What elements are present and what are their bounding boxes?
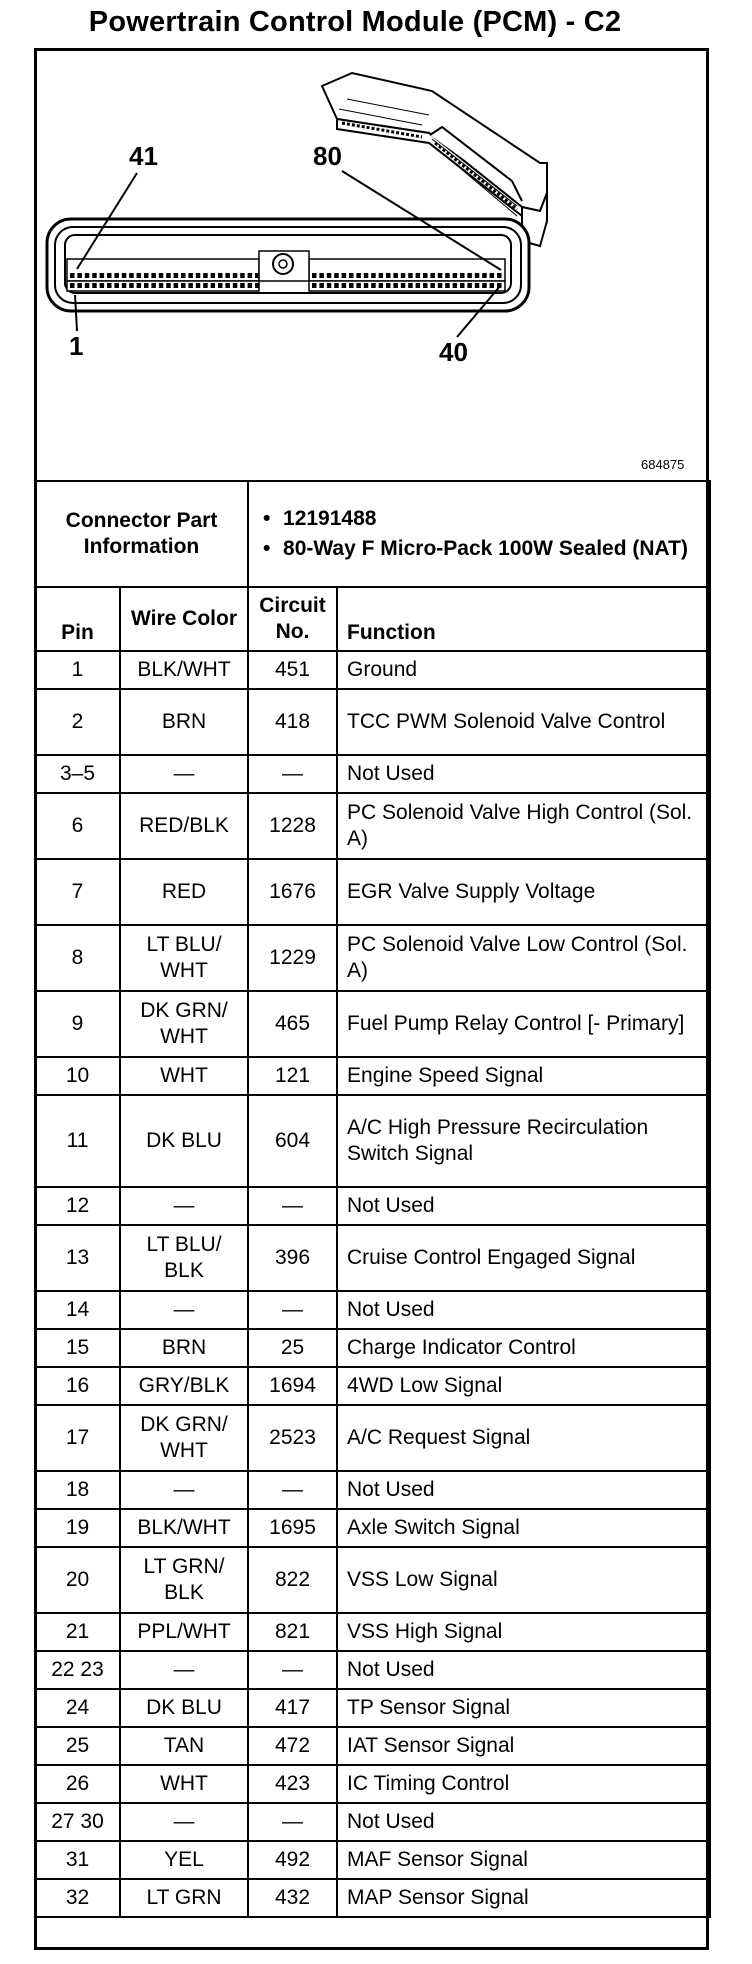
pin-cavity [356, 283, 361, 288]
table-row [35, 1841, 710, 1879]
table-row [35, 1803, 710, 1841]
pin-cavity [453, 283, 458, 288]
wire-color-cell: GRY/BLK [120, 1367, 248, 1405]
connector-description: • 80-Way F Micro-Pack 100W Sealed (NAT) [283, 536, 703, 562]
pin-cavity [225, 273, 230, 278]
pin-cavity [233, 273, 238, 278]
function-cell: A/C High Pressure Recirculation Switch Signal [337, 1095, 710, 1187]
circuit-cell: 1695 [248, 1509, 337, 1547]
pin-cavity [196, 273, 201, 278]
wire-color-cell: LT GRN/ BLK [120, 1547, 248, 1613]
table-row [35, 1095, 710, 1187]
function-cell: Engine Speed Signal [337, 1057, 710, 1095]
circuit-cell: — [248, 1291, 337, 1329]
pin-cell: 10 [35, 1057, 120, 1095]
pin-cell: 12 [35, 1187, 120, 1225]
wire-color-cell: LT BLU/ WHT [120, 925, 248, 991]
pin-cavity [423, 283, 428, 288]
table-row [35, 1187, 710, 1225]
pin-cavity [342, 273, 347, 278]
pin-cavity [445, 273, 450, 278]
pin-cell: 11 [35, 1095, 120, 1187]
connector-illustration [37, 51, 706, 480]
function-cell: Not Used [337, 1803, 710, 1841]
header-pin: Pin [35, 587, 120, 651]
wire-color-cell: BRN [120, 1329, 248, 1367]
table-row [35, 991, 710, 1057]
function-cell: A/C Request Signal [337, 1405, 710, 1471]
wire-color-cell: BRN [120, 689, 248, 755]
pin-cavity [159, 273, 164, 278]
pin-cavity [100, 273, 105, 278]
pin-cell: 13 [35, 1225, 120, 1291]
pin-cell: 32 [35, 1879, 120, 1917]
pin-cavity [122, 273, 127, 278]
pin-cavity [77, 283, 82, 288]
table-row [35, 1367, 710, 1405]
page-title: Powertrain Control Module (PCM) - C2 [88, 6, 622, 38]
pin-cavity [490, 273, 495, 278]
pin-cell: 27 30 [35, 1803, 120, 1841]
pin-cavity [467, 283, 472, 288]
pin-cavity [92, 273, 97, 278]
pin-cavity [114, 273, 119, 278]
callout-41: 41 [129, 141, 158, 171]
pin-cavity [430, 273, 435, 278]
wire-color-cell: DK BLU [120, 1095, 248, 1187]
figure-number: 684875 [641, 457, 685, 472]
wire-color-cell: BLK/WHT [120, 1509, 248, 1547]
pin-cavity [356, 273, 361, 278]
pin-cavity [188, 283, 193, 288]
circuit-cell: 432 [248, 1879, 337, 1917]
callout-80: 80 [313, 141, 342, 171]
pin-cavity [211, 273, 216, 278]
circuit-cell: 465 [248, 991, 337, 1057]
wire-color-cell: — [120, 1651, 248, 1689]
pin-cavity [453, 273, 458, 278]
pin-cavity [379, 273, 384, 278]
function-cell: Not Used [337, 1651, 710, 1689]
pin-cavity [255, 283, 260, 288]
circuit-cell: 472 [248, 1727, 337, 1765]
pin-cavity [401, 283, 406, 288]
circuit-cell: 1694 [248, 1367, 337, 1405]
pin-cavity [319, 273, 324, 278]
pin-cell: 8 [35, 925, 120, 991]
pin-cavity [497, 273, 502, 278]
pin-cavity [174, 283, 179, 288]
pin-cavity [386, 273, 391, 278]
pin-cavity [467, 273, 472, 278]
pin-cell: 20 [35, 1547, 120, 1613]
circuit-cell: 423 [248, 1765, 337, 1803]
pin-cavity [334, 273, 339, 278]
connector-info-list [248, 481, 710, 587]
circuit-cell: — [248, 1471, 337, 1509]
wire-color-cell: TAN [120, 1727, 248, 1765]
pin-cavity [475, 283, 480, 288]
pin-cavity [319, 283, 324, 288]
function-cell: Cruise Control Engaged Signal [337, 1225, 710, 1291]
pin-cavity [438, 283, 443, 288]
wire-color-cell: — [120, 1187, 248, 1225]
pin-cavity [107, 273, 112, 278]
connector-info-row [35, 481, 710, 587]
circuit-cell: — [248, 1651, 337, 1689]
table-row [35, 1405, 710, 1471]
pin-cavity [174, 273, 179, 278]
pin-cell: 19 [35, 1509, 120, 1547]
wire-color-cell: DK GRN/ WHT [120, 1405, 248, 1471]
table-header-row [35, 587, 710, 651]
table-row [35, 651, 710, 689]
pin-cavity [416, 273, 421, 278]
wire-color-cell: — [120, 1471, 248, 1509]
pin-cell: 25 [35, 1727, 120, 1765]
table-row [35, 1727, 710, 1765]
wire-color-cell: — [120, 755, 248, 793]
pinout-table [34, 480, 711, 1918]
connector-diagram [37, 51, 706, 480]
pin-cavity [240, 273, 245, 278]
function-cell: 4WD Low Signal [337, 1367, 710, 1405]
circuit-cell: — [248, 755, 337, 793]
wire-color-cell: PPL/WHT [120, 1613, 248, 1651]
pin-cell: 21 [35, 1613, 120, 1651]
wire-color-cell: YEL [120, 1841, 248, 1879]
circuit-cell: 1676 [248, 859, 337, 925]
pin-cavity [430, 283, 435, 288]
table-row [35, 859, 710, 925]
pin-cell: 16 [35, 1367, 120, 1405]
pin-cavity [342, 283, 347, 288]
function-cell: Not Used [337, 1291, 710, 1329]
pin-cavity [393, 273, 398, 278]
header-function: Function [337, 587, 710, 651]
table-row [35, 1879, 710, 1917]
connector-part-number: • 12191488 [283, 506, 703, 532]
pin-cavity [233, 283, 238, 288]
pin-cavity [482, 283, 487, 288]
table-row [35, 1689, 710, 1727]
table-row [35, 755, 710, 793]
function-cell: VSS High Signal [337, 1613, 710, 1651]
pin-cavity [364, 283, 369, 288]
pin-cell: 24 [35, 1689, 120, 1727]
table-row [35, 1329, 710, 1367]
function-cell: MAP Sensor Signal [337, 1879, 710, 1917]
function-cell: EGR Valve Supply Voltage [337, 859, 710, 925]
pin-cavity [364, 273, 369, 278]
circuit-cell: 822 [248, 1547, 337, 1613]
table-row [35, 1057, 710, 1095]
pin-cavity [371, 273, 376, 278]
pin-cavity [122, 283, 127, 288]
pin-cell: 9 [35, 991, 120, 1057]
wire-color-cell: DK BLU [120, 1689, 248, 1727]
pin-cavity [114, 283, 119, 288]
pin-cell: 3–5 [35, 755, 120, 793]
table-row [35, 1765, 710, 1803]
pin-cavity [386, 283, 391, 288]
function-cell: Not Used [337, 755, 710, 793]
pin-cavity [416, 283, 421, 288]
pin-cavity [70, 273, 75, 278]
pin-cavity [240, 283, 245, 288]
pin-cavity [137, 283, 142, 288]
pin-cell: 26 [35, 1765, 120, 1803]
circuit-cell: 821 [248, 1613, 337, 1651]
pin-cavity [312, 273, 317, 278]
function-cell: Fuel Pump Relay Control [- Primary] [337, 991, 710, 1057]
pin-cavity [92, 283, 97, 288]
pin-cavity [438, 273, 443, 278]
function-cell: VSS Low Signal [337, 1547, 710, 1613]
circuit-cell: 25 [248, 1329, 337, 1367]
pin-cavity [70, 283, 75, 288]
function-cell: TP Sensor Signal [337, 1689, 710, 1727]
wire-color-cell: WHT [120, 1765, 248, 1803]
function-cell: IAT Sensor Signal [337, 1727, 710, 1765]
pin-cavity [312, 283, 317, 288]
function-cell: PC Solenoid Valve High Control (Sol. A) [337, 793, 710, 859]
pin-cavity [445, 283, 450, 288]
pin-cavity [100, 283, 105, 288]
table-row [35, 925, 710, 991]
pin-cavity [482, 273, 487, 278]
pin-cell: 2 [35, 689, 120, 755]
pin-cavity [129, 273, 134, 278]
pin-cavity [349, 273, 354, 278]
pin-cavity [129, 283, 134, 288]
pin-cavity [334, 283, 339, 288]
pin-cell: 1 [35, 651, 120, 689]
pin-cavity [218, 283, 223, 288]
pin-cavity [401, 273, 406, 278]
callout-40: 40 [439, 337, 468, 367]
callout-1: 1 [69, 331, 84, 361]
pin-cell: 7 [35, 859, 120, 925]
pin-cavity [248, 283, 253, 288]
table-row [35, 793, 710, 859]
pin-cavity [137, 273, 142, 278]
pin-cell: 15 [35, 1329, 120, 1367]
pin-cavity [144, 283, 149, 288]
pin-cavity [85, 283, 90, 288]
pin-cavity [85, 273, 90, 278]
circuit-cell: 604 [248, 1095, 337, 1187]
pin-cavity [181, 273, 186, 278]
wire-color-cell: RED/BLK [120, 793, 248, 859]
function-cell: Axle Switch Signal [337, 1509, 710, 1547]
circuit-cell: — [248, 1187, 337, 1225]
wire-color-cell: BLK/WHT [120, 651, 248, 689]
pin-cavity [408, 273, 413, 278]
pin-cavity [255, 273, 260, 278]
function-cell: TCC PWM Solenoid Valve Control [337, 689, 710, 755]
wire-color-cell: LT BLU/ BLK [120, 1225, 248, 1291]
circuit-cell: 418 [248, 689, 337, 755]
pin-cell: 14 [35, 1291, 120, 1329]
header-wire-color: Wire Color [120, 587, 248, 651]
pin-cavity [203, 283, 208, 288]
table-row [35, 1509, 710, 1547]
function-cell: Ground [337, 651, 710, 689]
pin-cell: 31 [35, 1841, 120, 1879]
pin-cavity [144, 273, 149, 278]
wire-color-cell: — [120, 1291, 248, 1329]
pin-cavity [393, 283, 398, 288]
function-cell: Not Used [337, 1471, 710, 1509]
circuit-cell: 2523 [248, 1405, 337, 1471]
circuit-cell: 451 [248, 651, 337, 689]
pin-cavity [166, 273, 171, 278]
table-row [35, 1547, 710, 1613]
connector-info-label: Connector Part Information [35, 481, 248, 587]
circuit-cell: 492 [248, 1841, 337, 1879]
pin-cavity [475, 273, 480, 278]
circuit-cell: 1228 [248, 793, 337, 859]
pin-cavity [371, 283, 376, 288]
circuit-cell: 121 [248, 1057, 337, 1095]
function-cell: IC Timing Control [337, 1765, 710, 1803]
pin-cavity [327, 273, 332, 278]
pin-cavity [460, 283, 465, 288]
function-cell: MAF Sensor Signal [337, 1841, 710, 1879]
pin-cell: 17 [35, 1405, 120, 1471]
wire-color-cell: DK GRN/ WHT [120, 991, 248, 1057]
pin-cavity [490, 283, 495, 288]
wire-color-cell: WHT [120, 1057, 248, 1095]
pin-cavity [460, 273, 465, 278]
table-row [35, 1613, 710, 1651]
pin-cavity [349, 283, 354, 288]
header-circuit: Circuit No. [248, 587, 337, 651]
pin-cavity [408, 283, 413, 288]
pin-cavity [188, 273, 193, 278]
circuit-cell: — [248, 1803, 337, 1841]
pin-cavity [225, 283, 230, 288]
circuit-cell: 417 [248, 1689, 337, 1727]
pin-cavity [196, 283, 201, 288]
pin-cavity [379, 283, 384, 288]
function-cell: Not Used [337, 1187, 710, 1225]
pin-cavity [218, 273, 223, 278]
table-row [35, 1471, 710, 1509]
table-row [35, 1651, 710, 1689]
pin-cavity [159, 283, 164, 288]
wire-color-cell: RED [120, 859, 248, 925]
pin-cavity [327, 283, 332, 288]
pin-cavity [166, 283, 171, 288]
circuit-cell: 1229 [248, 925, 337, 991]
pin-cavity [181, 283, 186, 288]
pin-cavity [248, 273, 253, 278]
pin-cavity [77, 273, 82, 278]
table-row [35, 1225, 710, 1291]
pin-cavity [151, 273, 156, 278]
function-cell: PC Solenoid Valve Low Control (Sol. A) [337, 925, 710, 991]
pin-cavity [107, 283, 112, 288]
pin-cavity [211, 283, 216, 288]
pin-cell: 18 [35, 1471, 120, 1509]
table-row [35, 689, 710, 755]
pin-cavity [203, 273, 208, 278]
pin-cavity [151, 283, 156, 288]
pin-cell: 6 [35, 793, 120, 859]
wire-color-cell: LT GRN [120, 1879, 248, 1917]
function-cell: Charge Indicator Control [337, 1329, 710, 1367]
pin-cell: 22 23 [35, 1651, 120, 1689]
pin-cavity [423, 273, 428, 278]
circuit-cell: 396 [248, 1225, 337, 1291]
table-row [35, 1291, 710, 1329]
wire-color-cell: — [120, 1803, 248, 1841]
